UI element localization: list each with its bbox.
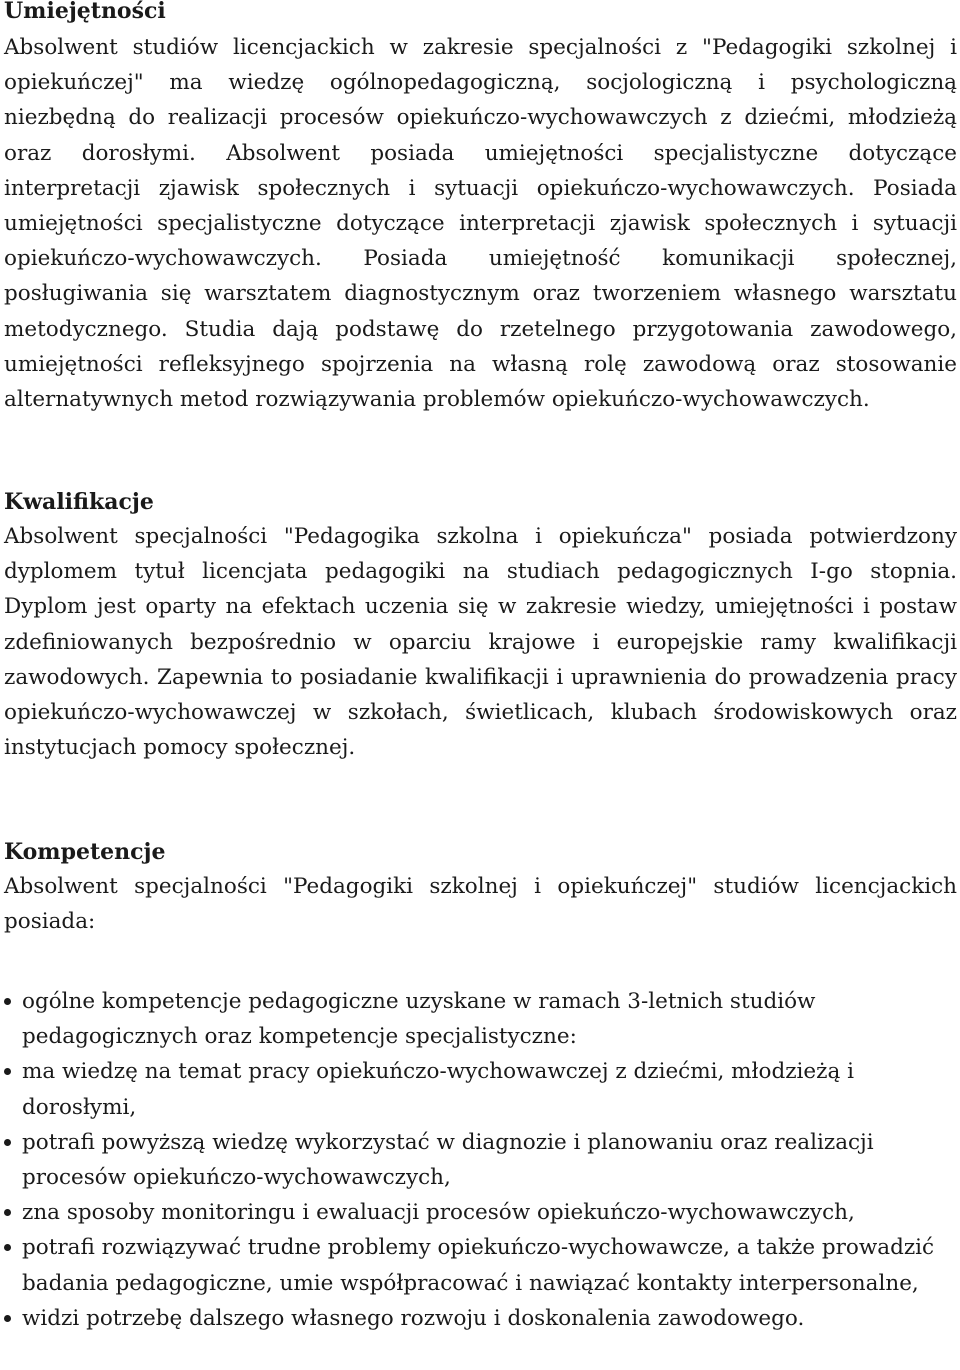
competencies-list (4, 984, 957, 1336)
bullet-icon (4, 1068, 11, 1075)
section-title: Kompetencje (4, 839, 166, 865)
bullet-icon (4, 1209, 11, 1216)
list-item (4, 984, 957, 1054)
list-item (4, 1054, 957, 1124)
bullet-icon (4, 998, 11, 1005)
list-item (4, 1125, 957, 1195)
section-paragraph: Absolwent studiów licencjackich w zakresie specjalności z "Pedagogiki szkolnej i opiekuńczej" ma wiedzę ogólnopedagogiczną, socjologiczną i psychologiczną niezbędną do realizacji procesów opiekuńczo-wychowawczych z dziećmi, młodzieżą oraz dorosłymi. Absolwent posiada umiejętności specjalistyczne dotyczące interpretacji zjawisk społecznych i sytuacji opiekuńczo-wychowawczych. Posiada umiejętności specjalistyczne dotyczące interpretacji zjawisk społecznych i sytuacji opiekuńczo-wychowawczych. Posiada umiejętność komunikacji społecznej, posługiwania się warsztatem diagnostycznym oraz tworzeniem własnego warsztatu metodycznego. Studia dają podstawę do rzetelnego przygotowania zawodowego, umiejętności refleksyjnego spojrzenia na własną rolę zawodową oraz stosowanie alternatywnych metod rozwiązywania problemów opiekuńczo-wychowawczych. (4, 35, 957, 413)
list-item-text: zna sposoby monitoringu i ewaluacji procesów opiekuńczo-wychowawczych, (22, 1200, 855, 1226)
section-paragraph: Absolwent specjalności "Pedagogiki szkolnej i opiekuńczej" studiów licencjackich posiada: (4, 874, 957, 935)
list-item-text: ogólne kompetencje pedagogiczne uzyskane w ramach 3-letnich studiów pedagogicznych oraz kompetencje specjalistyczne: (22, 989, 816, 1050)
section-paragraph: Absolwent specjalności "Pedagogika szkolna i opiekuńcza" posiada potwierdzony dyplomem tytuł licencjata pedagogiki na studiach pedagogicznych I-go stopnia. Dyplom jest oparty na efektach uczenia się w zakresie wiedzy, umiejętności i postaw zdefiniowanych bezpośrednio w oparciu krajowe i europejskie ramy kwalifikacji zawodowych. Zapewnia to posiadanie kwalifikacji i uprawnienia do prowadzenia pracy opiekuńczo-wychowawczej w szkołach, świetlicach, klubach środowiskowych oraz instytucjach pomocy społecznej. (4, 524, 957, 761)
list-item (4, 1195, 957, 1230)
bullet-icon (4, 1244, 11, 1251)
section-kwalifikacje (4, 489, 957, 765)
section-kompetencje (4, 839, 957, 939)
list-item-text: potrafi powyższą wiedzę wykorzystać w diagnozie i planowaniu oraz realizacji procesów opiekuńczo-wychowawczych, (22, 1129, 874, 1191)
bullet-icon (4, 1315, 11, 1322)
section-title: Kwalifikacje (4, 489, 154, 515)
bullet-icon (4, 1139, 11, 1146)
list-item-text: widzi potrzebę dalszego własnego rozwoju i doskonalenia zawodowego. (22, 1305, 805, 1331)
list-item-text: potrafi rozwiązywać trudne problemy opiekuńczo-wychowawcze, a także prowadzić badania pedagogiczne, umie współpracować i nawiązać kontakty interpersonalne, (22, 1235, 935, 1296)
list-item (4, 1301, 957, 1336)
list-item (4, 1230, 957, 1300)
list-item-text: ma wiedzę na temat pracy opiekuńczo-wychowawczej z dziećmi, młodzieżą i dorosłymi, (22, 1059, 854, 1120)
section-umiejetnosci (4, 0, 957, 417)
section-title: Umiejętności (4, 0, 166, 24)
